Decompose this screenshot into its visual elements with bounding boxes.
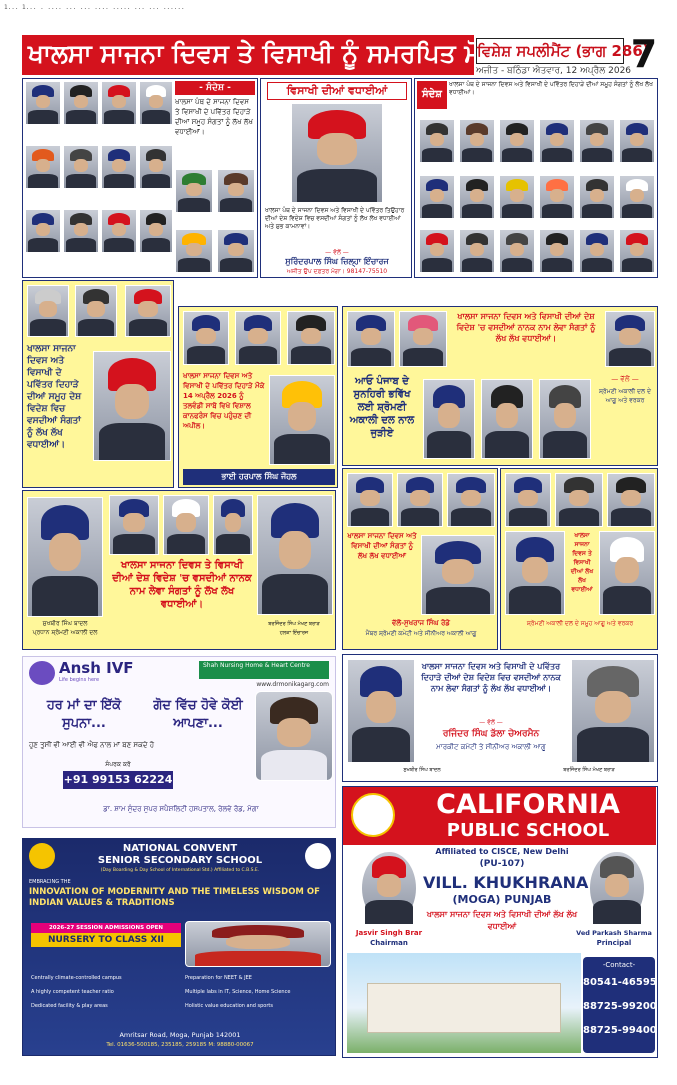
- portrait-photo: [499, 175, 535, 219]
- convent-admission: 2026-27 SESSION ADMISSIONS OPEN: [31, 923, 181, 933]
- ad-right-2-names: ਸ਼੍ਰੋਮਣੀ ਅਕਾਲੀ ਦਲ ਦੇ ਆਗੂ ਅਤੇ ਵਰਕਰ: [599, 388, 651, 404]
- convent-name2: SENIOR SECONDARY SCHOOL: [97, 855, 263, 866]
- portrait-photo: [539, 119, 575, 163]
- convent-f5: Multiple labs in IT, Science, Home Science: [185, 989, 291, 995]
- family-photo: [255, 691, 333, 781]
- greeting-body: ਖਾਲਸਾ ਪੰਥ ਦੇ ਸਾਜਨਾ ਦਿਵਸ ਅਤੇ ਵਿਸਾਖੀ ਦੇ ਪਵਿੱਤਰ ਤਿਉਹਾਰ ਦੀਆਂ ਦੇਸ਼ ਵਿਦੇਸ਼ ਵਿਚ ਵਸਦੀਆਂ ਸੰਗਤਾਂ ਨੂੰ ਲੱਖ ਲੱਖ ਵਧਾਈਆਂ ਅਤੇ ਸ਼ੁਭ ਕਾਮਨਾਵਾਂ।: [265, 207, 405, 230]
- ivf-phone[interactable]: +91 99153 62224: [63, 771, 173, 789]
- ivf-line1: ਹਰ ਮਾਂ ਦਾ ਇੱਕੋ ਸੁਪਨਾ...: [46, 698, 122, 731]
- portrait-photo: [619, 229, 655, 273]
- portrait-photo: [499, 229, 535, 273]
- portrait-photo: [599, 531, 655, 615]
- print-slug: 1... 1... . .... ... ... .... ..... ... ... ......: [4, 4, 185, 11]
- california-contact-box: [583, 957, 655, 1053]
- ad-left-2: [22, 280, 174, 488]
- ivf-ad: [22, 656, 336, 828]
- ad-center-3: [342, 468, 498, 650]
- convent-classes: NURSERY TO CLASS XII: [31, 933, 181, 947]
- ad-mid-4-by: — ਵੱਲੋਂ —: [479, 719, 503, 726]
- convent-headline: INNOVATION OF MODERNITY AND THE TIMELESS WISDOM OF INDIAN VALUES & TRADITIONS: [29, 887, 320, 908]
- greeting-center-panel: [260, 78, 412, 278]
- ad-left-3-cap1: ਸੁਖਬੀਰ ਸਿੰਘ ਬਾਦਲ: [42, 620, 88, 627]
- portrait-photo: [579, 119, 615, 163]
- california-region: (MOGA) PUNJAB: [452, 893, 552, 906]
- portrait-photo: [183, 311, 229, 365]
- contact-phone2[interactable]: 88725-99200: [583, 1001, 657, 1012]
- principal-role: Principal: [596, 939, 632, 947]
- portrait-photo: [101, 145, 137, 189]
- ivf-address: ਡਾ. ਸ਼ਾਮ ਸੁੰਦਰ ਸੁਪਰ ਸਪੈਸ਼ਲਿਟੀ ਹਸਪਤਾਲ, ਰੇਲਵੇ ਰੋਡ, ਮੋਗਾ: [103, 805, 259, 813]
- portrait-photo: [539, 379, 591, 459]
- portrait-photo: [419, 229, 455, 273]
- ad-right-3-body: ਖਾਲਸਾ ਸਾਜਨਾ ਦਿਵਸ ਤੇ ਵਿਸਾਖੀ ਦੀਆਂ ਲੱਖ ਲੱਖ ਵਧਾਈਆਂ: [570, 532, 594, 593]
- portrait-photo: [579, 175, 615, 219]
- portrait-photo: [571, 659, 655, 763]
- convent-address: Amritsar Road, Moga, Punjab 142001: [119, 1031, 241, 1039]
- portrait-photo: [421, 535, 495, 615]
- portrait-photo: [555, 473, 603, 527]
- ivf-tagline: Life begins here: [59, 677, 100, 683]
- portrait-photo: [217, 169, 255, 213]
- portrait-photo: [109, 495, 159, 555]
- portrait-photo: [63, 145, 99, 189]
- ad-left-3: [22, 490, 336, 650]
- ivf-line3: ਹੁਣ ਤੁਸੀਂ ਵੀ ਆਈ ਵੀ ਐਫ ਨਾਲ ਮਾਂ ਬਣ ਸਕਦੇ ਹੋ: [29, 741, 155, 749]
- students-photo: [185, 921, 331, 967]
- portrait-photo: [25, 81, 61, 125]
- ad-mid-4: [342, 654, 658, 782]
- ivf-line2: ਗੋਦ ਵਿੱਚ ਹੋਵੇ ਕੋਈ ਆਪਣਾ...: [153, 698, 243, 731]
- ivf-logo-icon: [29, 661, 55, 685]
- california-ad: [342, 786, 658, 1058]
- supplement-label: ਵਿਸ਼ੇਸ਼ ਸਪਲੀਮੈਂਟ (ਭਾਗ 286): [476, 38, 624, 64]
- portrait-photo: [539, 175, 575, 219]
- portrait-photo: [163, 495, 209, 555]
- ad-center-3-body: ਖਾਲਸਾ ਸਾਜਨਾ ਦਿਵਸ ਅਤੇ ਵਿਸਾਖੀ ਦੀਆਂ ਸੰਗਤਾਂ ਨੂੰ ਲੱਖ ਲੱਖ ਵਧਾਈਆਂ: [347, 532, 417, 560]
- ad-mid-4-cap1: ਸੁਖਬੀਰ ਸਿੰਘ ਬਾਦਲ: [403, 767, 441, 773]
- portrait-photo: [419, 175, 455, 219]
- portrait-photo: [27, 497, 103, 617]
- portrait-photo: [139, 209, 173, 253]
- portrait-photo: [505, 531, 565, 615]
- portrait-photo: [579, 229, 615, 273]
- ad-mid-4-cap2: ਬਰਜਿੰਦਰ ਸਿੰਘ ਮੱਖਣ ਬਰਾੜ: [563, 767, 615, 773]
- portrait-photo: [459, 229, 495, 273]
- portrait-photo: [347, 659, 415, 763]
- portrait-photo: [175, 169, 213, 213]
- ivf-line4: ਸੰਪਰਕ ਕਰੋ: [105, 761, 131, 768]
- ad-left-2-body: ਖਾਲਸਾ ਸਾਜਨਾ ਦਿਵਸ ਅਤੇ ਵਿਸਾਖੀ ਦੇ ਪਵਿੱਤਰ ਦਿਹਾੜੇ ਦੀਆਂ ਸਮੂਹ ਦੇਸ਼ ਵਿਦੇਸ਼ ਵਿਚ ਵਸਦੀਆਂ ਸੰਗਤਾਂ ਨੂੰ ਲੱਖ ਲੱਖ ਵਧਾਈਆਂ।: [27, 344, 82, 450]
- dateline: ਅਜੀਤ - ਬਠਿੰਡਾ ਐਤਵਾਰ, 12 ਅਪ੍ਰੈਲ 2026: [476, 66, 632, 76]
- ivf-website: www.drmonikagarg.com: [256, 681, 329, 688]
- portrait-photo: [27, 285, 69, 337]
- portrait-photo: [213, 495, 253, 555]
- chief-portrait: [291, 103, 383, 203]
- portrait-photo: [217, 229, 255, 273]
- convent-f4: Preparation for NEET & JEE: [185, 975, 252, 981]
- portrait-photo: [347, 311, 395, 367]
- california-greeting: ਖਾਲਸਾ ਸਾਜਨਾ ਦਿਵਸ ਅਤੇ ਵਿਸਾਖੀ ਦੀਆਂ ਲੱਖ ਲੱਖ ਵਧਾਈਆਂ: [426, 910, 578, 931]
- california-name1: CALIFORNIA: [436, 789, 620, 820]
- portrait-photo: [505, 473, 551, 527]
- page-number: 7: [630, 32, 658, 76]
- ad-mid-4-body: ਖਾਲਸਾ ਸਾਜਨਾ ਦਿਵਸ ਅਤੇ ਵਿਸਾਖੀ ਦੇ ਪਵਿੱਤਰ ਦਿਹਾੜੇ ਦੀਆਂ ਦੇਸ਼ ਵਿਦੇਸ਼ ਵਿਚ ਵਸਦੀਆਂ ਨਾਨਕ ਨਾਮ ਲੇਵਾ ਸੰਗਤਾਂ ਨੂੰ ਲੱਖ ਲੱਖ ਵਧਾਈਆਂ।: [421, 662, 561, 693]
- contact-phone1[interactable]: 80541-46595: [583, 977, 657, 988]
- portrait-photo: [619, 175, 655, 219]
- portrait-photo: [63, 209, 99, 253]
- portrait-photo: [539, 229, 575, 273]
- portrait-photo: [347, 473, 393, 527]
- portrait-photo: [257, 495, 333, 615]
- accreditation-icon: [305, 843, 331, 869]
- ad-right-2-heading: ਖਾਲਸਾ ਸਾਜਨਾ ਦਿਵਸ ਅਤੇ ਵਿਸਾਖੀ ਦੀਆਂ ਦੇਸ਼ ਵਿਦੇਸ਼ 'ਚ ਵਸਦੀਆਂ ਨਾਨਕ ਨਾਮ ਲੇਵਾ ਸੰਗਤਾਂ ਨੂੰ ਲੱਖ ਲੱਖ ਵਧਾਈਆਂ।: [456, 312, 596, 343]
- ad-center-3-byb: ਮੈਂਬਰ ਸ਼੍ਰੋਮਣੀ ਕਮੇਟੀ ਅਤੇ ਸੀਨੀਅਰ ਅਕਾਲੀ ਆਗੂ: [365, 630, 477, 637]
- portrait-photo: [175, 229, 213, 273]
- ad-right-3-footer: ਸ਼੍ਰੋਮਣੀ ਅਕਾਲੀ ਦਲ ਦੇ ਸਮੂਹ ਆਗੂ ਅਤੇ ਵਰਕਰ: [526, 620, 634, 627]
- portrait-photo: [499, 119, 535, 163]
- portrait-photo: [125, 285, 171, 337]
- convent-name1: NATIONAL CONVENT: [122, 843, 238, 854]
- sandesh-right-body: ਖਾਲਸਾ ਪੰਥ ਦੇ ਸਾਜਨਾ ਦਿਵਸ ਅਤੇ ਵਿਸਾਖੀ ਦੇ ਪਵਿੱਤਰ ਦਿਹਾੜੇ ਦੀਆਂ ਸਮੂਹ ਸੰਗਤਾਂ ਨੂੰ ਲੱਖ ਲੱਖ ਵਧਾਈਆਂ।: [449, 81, 653, 96]
- portrait-photo: [139, 81, 173, 125]
- ad-left-3-body: ਖਾਲਸਾ ਸਾਜਨਾ ਦਿਵਸ ਤੇ ਵਿਸਾਖੀ ਦੀਆਂ ਦੇਸ਼ ਵਿਦੇਸ਼ 'ਚ ਵਸਦੀਆਂ ਨਾਨਕ ਨਾਮ ਲੇਵਾ ਸੰਗਤਾਂ ਨੂੰ ਲੱਖ ਲੱਖ ਵਧਾਈਆਂ।: [112, 560, 252, 610]
- chairman-name: Jasvir Singh Brar: [355, 929, 423, 937]
- chairman-role: Chairman: [370, 939, 408, 947]
- portrait-photo: [63, 81, 99, 125]
- portrait-photo: [419, 119, 455, 163]
- convent-logo-icon: [29, 843, 55, 869]
- convent-f2: A highly competent teacher ratio: [31, 989, 114, 995]
- principal-photo: [589, 851, 645, 925]
- portrait-photo: [93, 351, 171, 461]
- convent-f1: Centrally climate-controlled campus: [31, 975, 122, 981]
- portrait-photo: [25, 145, 61, 189]
- convent-ad: [22, 838, 336, 1056]
- california-affil: Affiliated to CISCE, New Delhi: [435, 847, 569, 856]
- greeting-contact: ਅਜੀਤ ਉਪ ਦਫ਼ਤਰ ਮੋਗਾ। 98147-75510: [286, 268, 388, 275]
- sandesh-left-heading: - ਸੰਦੇਸ਼ -: [175, 81, 255, 95]
- ad-left-3-cap1b: ਪ੍ਰਧਾਨ ਸ਼੍ਰੋਮਣੀ ਅਕਾਲੀ ਦਲ: [32, 629, 98, 636]
- california-logo-icon: [351, 793, 395, 837]
- contact-label: -Contact-: [602, 961, 636, 969]
- ad-center-3-by: ਵੱਲੋਂ-ਸੁਖਰਾਜ ਸਿੰਘ ਰੋਡੇ: [392, 619, 450, 627]
- building-icon: [367, 983, 561, 1033]
- convent-f6: Holistic value education and sports: [185, 1003, 273, 1009]
- portrait-photo: [25, 209, 61, 253]
- california-name2: PUBLIC SCHOOL: [446, 820, 610, 841]
- ad-center-2-name: ਭਾਈ ਹਰਪਾਲ ਸਿੰਘ ਜੌਹਲ: [183, 469, 335, 485]
- portrait-photo: [619, 119, 655, 163]
- school-building-photo: [347, 953, 581, 1053]
- ad-left-3-cap2b: ਹਲਕਾ ਇੰਚਾਰਜ: [279, 630, 309, 636]
- contact-phone3[interactable]: 88725-99400: [583, 1025, 657, 1036]
- portrait-photo: [605, 311, 655, 367]
- masthead-title: ਖਾਲਸਾ ਸਾਜਨਾ ਦਿਵਸ ਤੇ ਵਿਸਾਖੀ ਨੂੰ ਸਮਰਪਿਤ ਮੋਗਾ: [22, 35, 474, 75]
- portrait-photo: [423, 379, 475, 459]
- portrait-photo: [139, 145, 173, 189]
- ad-mid-4-role: ਮਾਰਕੀਟ ਕਮੇਟੀ ਤੇ ਸੀਨੀਅਰ ਅਕਾਲੀ ਆਗੂ: [436, 743, 546, 751]
- sandesh-left-panel: [22, 78, 258, 278]
- ad-right-2-slogan: ਆਓ ਪੰਜਾਬ ਦੇ ਸੁਨਹਿਰੀ ਭਵਿੱਖ ਲਈ ਸ਼੍ਰੋਮਣੀ ਅਕਾਲੀ ਦਲ ਨਾਲ ਜੁੜੀਏ: [349, 376, 415, 439]
- greeting-name: ਸੁਰਿੰਦਰਪਾਲ ਸਿੰਘ ਜ਼ਿਲ੍ਹਾ ਇੰਚਾਰਜ: [285, 257, 389, 266]
- sandesh-right-panel: [414, 78, 658, 278]
- sandesh-right-heading: ਸੰਦੇਸ਼: [417, 81, 447, 109]
- ad-right-3: [500, 468, 658, 650]
- ad-center-2-body: ਖਾਲਸਾ ਸਾਜਨਾ ਦਿਵਸ ਅਤੇ ਵਿਸਾਖੀ ਦੇ ਪਵਿੱਤਰ ਦਿਹਾੜੇ ਮੌਕੇ 14 ਅਪ੍ਰੈਲ 2026 ਨੂੰ ਤਲਵੰਡੀ ਸਾਬੋ ਵਿਖੇ ਵਿਸ਼ਾਲ ਕਾਨਫਰੰਸ ਵਿਚ ਪਹੁੰਚਣ ਦੀ ਅਪੀਲ।: [183, 372, 265, 430]
- chairman-photo: [361, 851, 417, 925]
- california-code: (PU-107): [479, 859, 525, 869]
- convent-f3: Dedicated facility & play areas: [31, 1003, 108, 1009]
- portrait-photo: [481, 379, 533, 459]
- portrait-photo: [269, 375, 335, 465]
- convent-phone: Tel. 01636-500185, 235185, 259185 M: 98880-00067: [106, 1042, 254, 1048]
- portrait-photo: [101, 209, 137, 253]
- sandesh-left-body: ਖਾਲਸਾ ਪੰਥ ਦੇ ਸਾਜਨਾ ਦਿਵਸ ਤੇ ਵਿਸਾਖੀ ਦੇ ਪਵਿੱਤਰ ਦਿਹਾੜੇ ਦੀਆਂ ਸਮੂਹ ਸੰਗਤਾਂ ਨੂੰ ਲੱਖ ਲੱਖ ਵਧਾਈਆਂ।: [175, 98, 253, 136]
- greeting-by: — ਵੱਲੋਂ —: [325, 249, 349, 256]
- california-village: VILL. KHUKHRANA: [423, 873, 589, 892]
- ad-left-3-cap2: ਬਰਜਿੰਦਰ ਸਿੰਘ ਮੱਖਣ ਬਰਾੜ: [268, 621, 320, 627]
- portrait-photo: [101, 81, 137, 125]
- ad-center-2: [178, 306, 338, 488]
- portrait-photo: [287, 311, 335, 365]
- portrait-photo: [447, 473, 495, 527]
- portrait-photo: [459, 119, 495, 163]
- convent-affil: (Day Boarding & Day School of International Std.) Affiliated to C.B.S.E.: [100, 868, 260, 873]
- ivf-partner: Shah Nursing Home & Heart Centre: [199, 661, 329, 679]
- convent-embracing: EMBRACING THE: [29, 879, 71, 885]
- portrait-photo: [607, 473, 655, 527]
- ad-right-2-by: — ਵੱਲੋਂ —: [611, 375, 639, 383]
- ad-right-2: [342, 306, 658, 466]
- greeting-heading: ਵਿਸਾਖੀ ਦੀਆਂ ਵਧਾਈਆਂ: [267, 82, 407, 100]
- ad-mid-4-name: ਰਜਿੰਦਰ ਸਿੰਘ ਡੱਲਾ ਚੇਅਰਮੈਨ: [442, 729, 540, 739]
- ivf-brand: Ansh IVF: [59, 659, 134, 677]
- portrait-photo: [399, 311, 447, 367]
- portrait-photo: [459, 175, 495, 219]
- portrait-photo: [397, 473, 443, 527]
- portrait-photo: [75, 285, 117, 337]
- principal-name: Ved Parkash Sharma: [576, 929, 652, 937]
- portrait-photo: [235, 311, 281, 365]
